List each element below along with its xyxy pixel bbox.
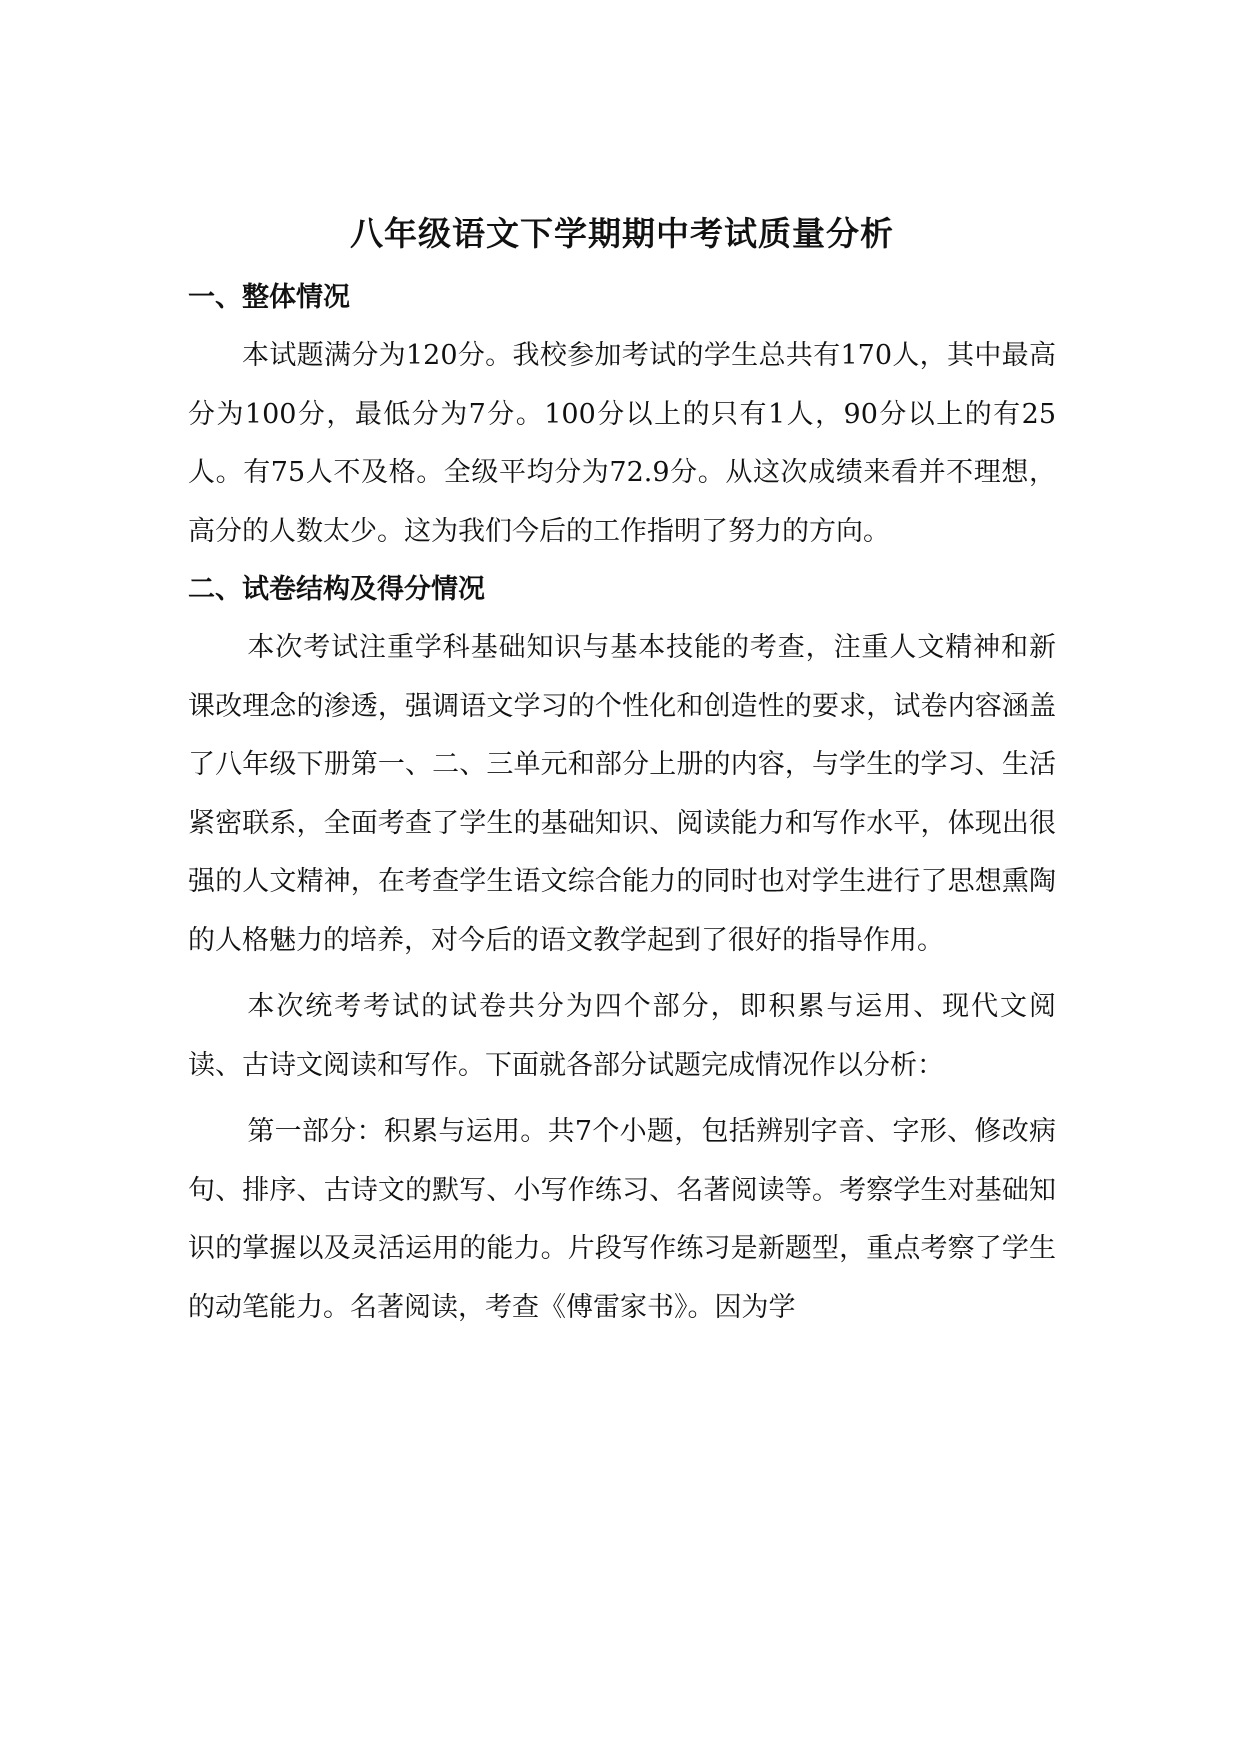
section-heading-overall: 一、整体情况: [188, 282, 350, 313]
paragraph-overall-scores: 本试题满分为120分。我校参加考试的学生总共有170人，其中最高分为100分，最低分为7分。100分以上的只有1人，90分以上的有25人。有75人不及格。全级平均分为72.9分。从这次成绩来看并不理想，高分的人数太少。这为我们今后的工作指明了努力的方向。: [188, 340, 1056, 547]
paragraph-exam-parts: 本次统考考试的试卷共分为四个部分，即积累与运用、现代文阅读、古诗文阅读和写作。下面就各部分试题完成情况作以分析：: [188, 991, 1056, 1081]
paragraph-part-one: 第一部分：积累与运用。共7个小题，包括辨别字音、字形、修改病句、排序、古诗文的默写、小写作练习、名著阅读等。考察学生对基础知识的掌握以及灵活运用的能力。片段写作练习是新题型，重点考察了学生的动笔能力。名著阅读，考查《傅雷家书》。因为学: [188, 1116, 1056, 1323]
paragraph-gap: [188, 1095, 1056, 1103]
section-heading-structure: 二、试卷结构及得分情况: [188, 574, 485, 605]
paragraph-exam-focus: 本次考试注重学科基础知识与基本技能的考查，注重人文精神和新课改理念的渗透，强调语文学习的个性化和创造性的要求，试卷内容涵盖了八年级下册第一、二、三单元和部分上册的内容，与学生的学习、生活紧密联系，全面考查了学生的基础知识、阅读能力和写作水平，体现出很强的人文精神，在考查学生语文综合能力的同时也对学生进行了思想熏陶的人格魅力的培养，对今后的语文教学起到了很好的指导作用。: [188, 632, 1056, 956]
document-title: 八年级语文下学期期中考试质量分析: [350, 214, 894, 253]
document-body: [188, 205, 1056, 1337]
paragraph-gap: [188, 970, 1056, 978]
